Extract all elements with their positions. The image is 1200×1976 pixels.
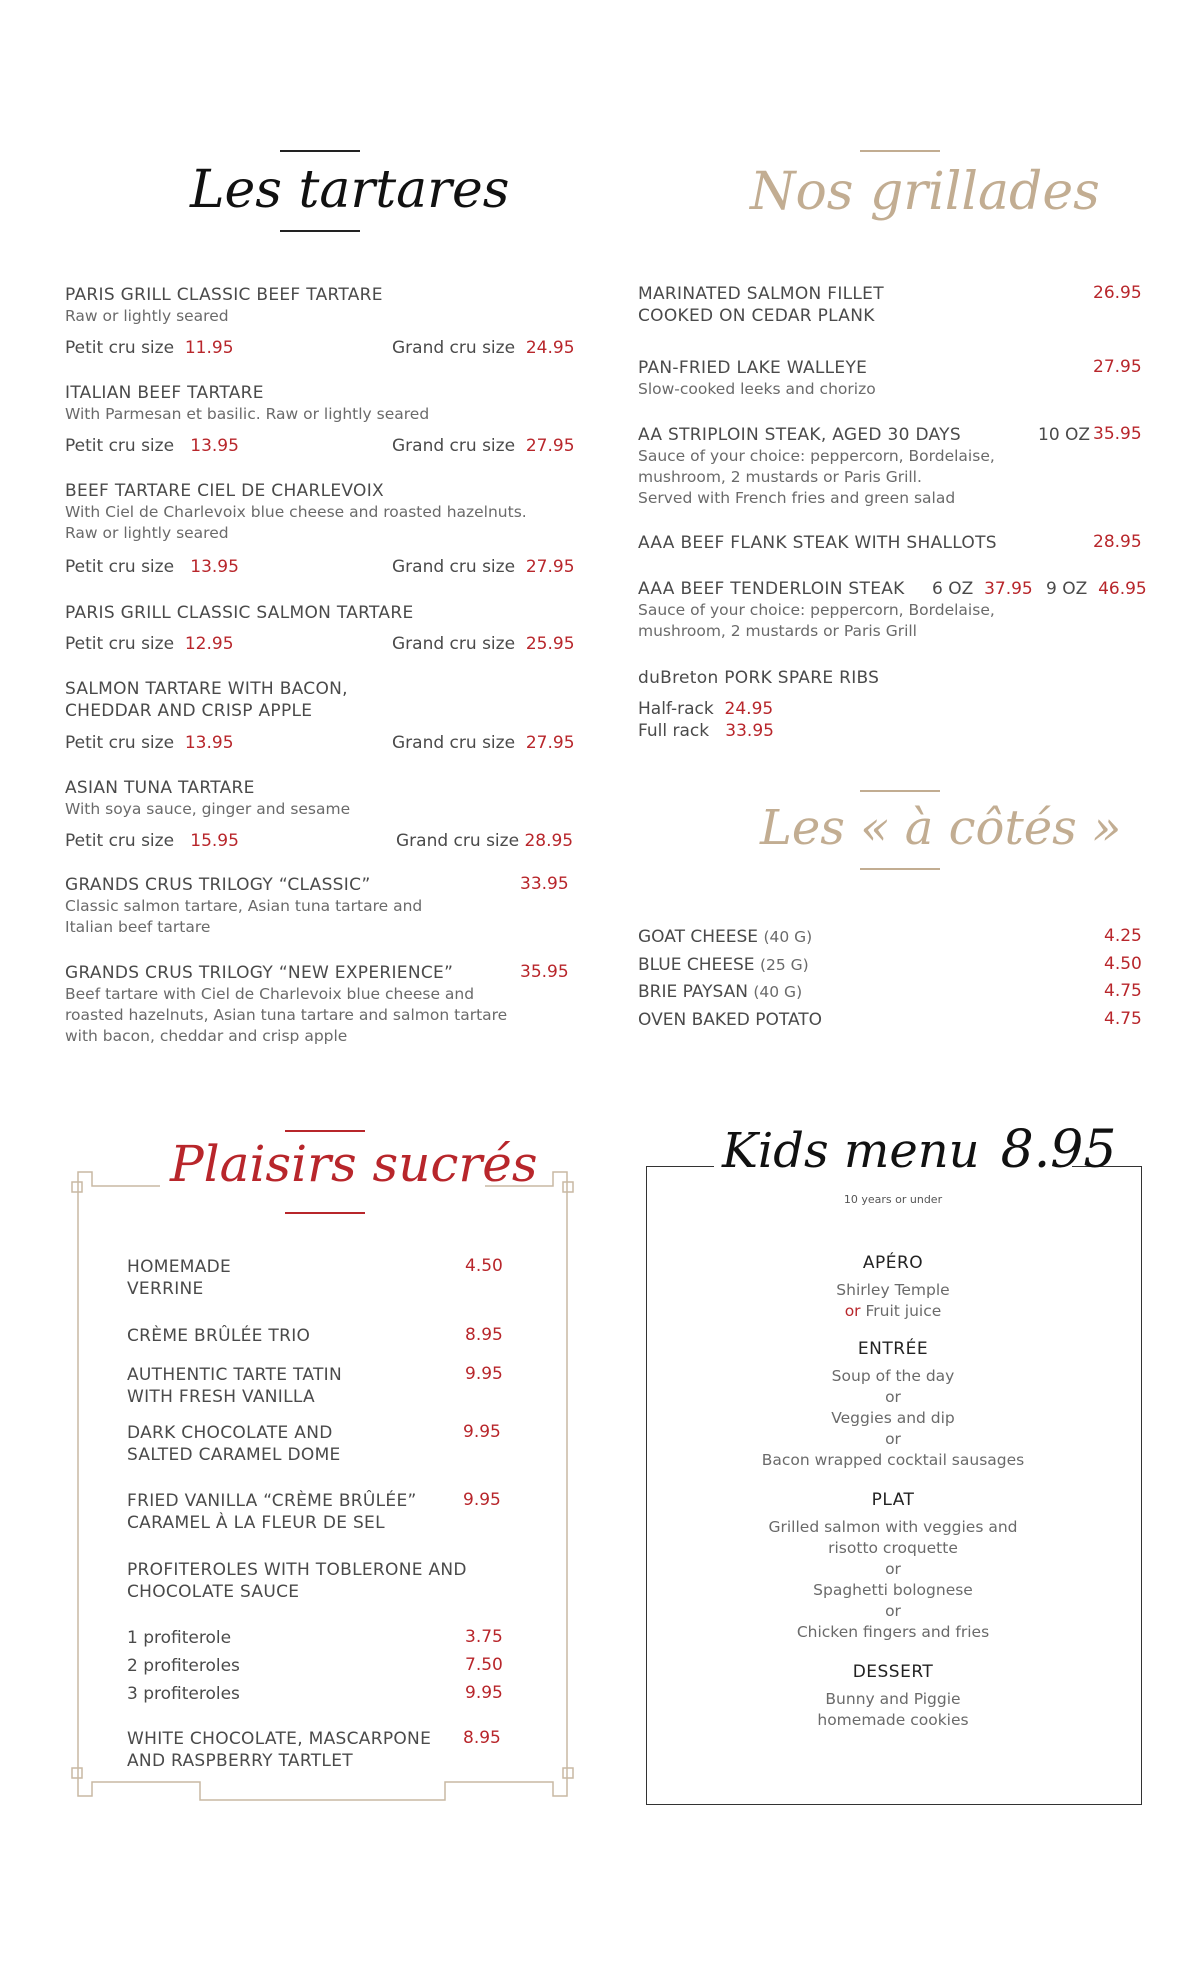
grill-ribs-name: duBreton PORK SPARE RIBS: [638, 668, 880, 688]
item-desc: Italian beef tartare: [65, 918, 211, 936]
grill-walleye: [638, 357, 1058, 400]
kids-plat-a: Grilled salmon with veggies and: [768, 1518, 1018, 1536]
dessert-item-4-price: 9.95: [463, 1422, 501, 1442]
dessert-item-5: FRIED VANILLA “CRÈME BRÛLÉE” CARAMEL À LA FLEUR DE SEL: [127, 1491, 417, 1533]
kids-plat-a2: risotto croquette: [828, 1539, 958, 1557]
dessert-item-2-price: 8.95: [465, 1325, 503, 1345]
tartares-heading: Les tartares: [190, 160, 510, 220]
tartare-item-2-petit: Petit cru size 13.95: [65, 436, 239, 456]
tartare-item-1-petit: Petit cru size 11.95: [65, 338, 234, 358]
tartares-top-rule: [280, 150, 360, 152]
profiterole-opt-2: 2 profiteroles: [127, 1656, 240, 1676]
item-desc: Raw or lightly seared: [65, 307, 229, 325]
cote-item-1-price: 4.25: [1104, 926, 1142, 946]
tartare-item-5-grand: Grand cru size 27.95: [392, 733, 575, 753]
item-name: ASIAN TUNA TARTARE: [65, 778, 255, 798]
item-desc: with bacon, cheddar and crisp apple: [65, 1027, 348, 1045]
tartare-item-5: [65, 678, 585, 722]
item-name: CHEDDAR AND CRISP APPLE: [65, 701, 313, 721]
cotes-top-rule: [860, 790, 940, 792]
cote-item-2-price: 4.50: [1104, 954, 1142, 974]
item-desc: Raw or lightly seared: [65, 524, 229, 542]
cote-item-4: OVEN BAKED POTATO: [638, 1010, 823, 1030]
tartare-item-4-grand: Grand cru size 25.95: [392, 634, 575, 654]
grill-flank-name: AAA BEEF FLANK STEAK WITH SHALLOTS: [638, 533, 997, 553]
grill-tenderloin-size2: 9 OZ 46.95: [1046, 579, 1147, 599]
grillades-top-rule: [860, 150, 940, 152]
item-desc: Sauce of your choice: peppercorn, Bordelaise,: [638, 447, 995, 465]
kids-entree-a: Soup of the day: [831, 1367, 955, 1385]
item-name: AAA BEEF TENDERLOIN STEAK: [638, 579, 905, 599]
grill-walleye-price: 27.95: [1093, 357, 1142, 377]
tartare-item-5-petit: Petit cru size 13.95: [65, 733, 234, 753]
item-name: GRANDS CRUS TRILOGY “CLASSIC”: [65, 875, 371, 895]
item-name: PARIS GRILL CLASSIC BEEF TARTARE: [65, 285, 383, 305]
cotes-bottom-rule: [860, 868, 940, 870]
item-name: BEEF TARTARE CIEL DE CHARLEVOIX: [65, 481, 384, 501]
dessert-item-1: HOMEMADE VERRINE: [127, 1257, 232, 1299]
kids-heading-title: Kids menu: [722, 1123, 980, 1179]
cotes-heading: Les « à côtés »: [760, 800, 1122, 856]
profiterole-opt-3: 3 profiteroles: [127, 1684, 240, 1704]
desserts-bottom-rule: [285, 1212, 365, 1214]
trilogy-classic-price: 33.95: [520, 874, 569, 894]
tartares-bottom-rule: [280, 230, 360, 232]
item-name: COOKED ON CEDAR PLANK: [638, 306, 875, 326]
item-desc: Classic salmon tartare, Asian tuna tartare and: [65, 897, 423, 915]
kids-dessert-a: Bunny and Piggie: [825, 1690, 961, 1708]
cote-item-4-price: 4.75: [1104, 1009, 1142, 1029]
kids-subtitle: 10 years or under: [843, 1193, 943, 1206]
cote-item-3-price: 4.75: [1104, 981, 1142, 1001]
grill-salmon: [638, 283, 1058, 327]
item-desc: With Ciel de Charlevoix blue cheese and roasted hazelnuts.: [65, 503, 527, 521]
trilogy-new: [65, 962, 585, 1047]
dessert-item-3: AUTHENTIC TARTE TATIN WITH FRESH VANILLA: [127, 1365, 342, 1407]
profiterole-opt-1: 1 profiterole: [127, 1628, 232, 1648]
item-desc: With soya sauce, ginger and sesame: [65, 800, 351, 818]
desserts-heading: Plaisirs sucrés: [170, 1135, 538, 1193]
kids-entree-or-1: or: [885, 1388, 901, 1406]
cote-item-1: GOAT CHEESE (40 G): [638, 927, 813, 947]
tartare-item-6-petit: Petit cru size 15.95: [65, 831, 239, 851]
item-desc: Beef tartare with Ciel de Charlevoix blue cheese and: [65, 985, 475, 1003]
dessert-tartlet: WHITE CHOCOLATE, MASCARPONE AND RASPBERRY TARTLET: [127, 1729, 432, 1771]
kids-entree-c: Bacon wrapped cocktail sausages: [761, 1451, 1025, 1469]
item-desc: mushroom, 2 mustards or Paris Grill: [638, 622, 917, 640]
kids-plat-b: Spaghetti bolognese: [813, 1581, 973, 1599]
dessert-item-5-price: 9.95: [463, 1490, 501, 1510]
dessert-item-3-price: 9.95: [465, 1364, 503, 1384]
kids-dessert-title: DESSERT: [852, 1662, 934, 1682]
kids-plat-or-2: or: [885, 1602, 901, 1620]
dessert-item-4: DARK CHOCOLATE AND SALTED CARAMEL DOME: [127, 1423, 341, 1465]
kids-plat-title: PLAT: [871, 1490, 915, 1510]
cote-item-3: BRIE PAYSAN (40 G): [638, 982, 803, 1002]
tartare-item-3-grand: Grand cru size 27.95: [392, 557, 575, 577]
kids-frame-top-left: [646, 1166, 714, 1167]
tartare-item-1: [65, 284, 565, 327]
item-desc: roasted hazelnuts, Asian tuna tartare and salmon tartare: [65, 1006, 508, 1024]
item-name: AA STRIPLOIN STEAK, AGED 30 DAYS: [638, 425, 961, 445]
kids-entree-b: Veggies and dip: [831, 1409, 955, 1427]
item-name: SALMON TARTARE WITH BACON,: [65, 679, 348, 699]
tartare-item-3: [65, 480, 585, 544]
tartare-item-2: [65, 382, 585, 425]
grill-striploin-price: 35.95: [1093, 424, 1142, 444]
grill-ribs-full: Full rack 33.95: [638, 721, 774, 741]
grill-tenderloin-size1: 6 OZ 37.95: [932, 579, 1033, 599]
tartare-item-2-grand: Grand cru size 27.95: [392, 436, 575, 456]
dessert-item-1-price: 4.50: [465, 1256, 503, 1276]
tartare-item-3-petit: Petit cru size 13.95: [65, 557, 239, 577]
tartare-item-4-petit: Petit cru size 12.95: [65, 634, 234, 654]
kids-dessert-a2: homemade cookies: [817, 1711, 969, 1729]
desserts-top-rule: [285, 1130, 365, 1132]
kids-heading: [722, 1120, 1117, 1180]
grillades-heading: Nos grillades: [750, 162, 1100, 222]
item-name: GRANDS CRUS TRILOGY “NEW EXPERIENCE”: [65, 963, 454, 983]
dessert-tartlet-price: 8.95: [463, 1728, 501, 1748]
item-desc: Sauce of your choice: peppercorn, Bordelaise,: [638, 601, 995, 619]
trilogy-new-price: 35.95: [520, 962, 569, 982]
item-name: MARINATED SALMON FILLET: [638, 284, 884, 304]
profiterole-opt-3-price: 9.95: [465, 1683, 503, 1703]
item-desc: Served with French fries and green salad: [638, 489, 956, 507]
trilogy-classic: [65, 874, 565, 938]
kids-plat-c: Chicken fingers and fries: [796, 1623, 990, 1641]
profiterole-opt-1-price: 3.75: [465, 1627, 503, 1647]
item-name: PAN-FRIED LAKE WALLEYE: [638, 358, 868, 378]
grill-salmon-price: 26.95: [1093, 283, 1142, 303]
item-desc: Slow-cooked leeks and chorizo: [638, 380, 876, 398]
kids-apero-title: APÉRO: [862, 1253, 924, 1273]
kids-heading-price: 8.95: [1000, 1120, 1117, 1180]
tartare-item-6: [65, 777, 585, 820]
tartare-item-4-name: PARIS GRILL CLASSIC SALMON TARTARE: [65, 603, 414, 623]
kids-apero-a: Shirley Temple: [836, 1281, 950, 1299]
kids-plat-or-1: or: [885, 1560, 901, 1578]
tartare-item-1-grand: Grand cru size 24.95: [392, 338, 575, 358]
profiterole-opt-2-price: 7.50: [465, 1655, 503, 1675]
kids-entree-or-2: or: [885, 1430, 901, 1448]
kids-entree-title: ENTRÉE: [857, 1339, 929, 1359]
kids-apero-b-line: or Fruit juice: [844, 1302, 942, 1320]
grill-striploin: [638, 424, 1058, 509]
item-desc: With Parmesan et basilic. Raw or lightly seared: [65, 405, 430, 423]
item-desc: mushroom, 2 mustards or Paris Grill.: [638, 468, 922, 486]
grill-striploin-size: 10 OZ: [1038, 425, 1091, 445]
profiteroles-name: PROFITEROLES WITH TOBLERONE AND CHOCOLATE SAUCE: [127, 1560, 467, 1602]
grill-ribs-half: Half-rack 24.95: [638, 699, 774, 719]
tartare-item-6-grand: Grand cru size 28.95: [396, 831, 574, 851]
cote-item-2: BLUE CHEESE (25 G): [638, 955, 809, 975]
grill-flank-price: 28.95: [1093, 532, 1142, 552]
dessert-item-2: CRÈME BRÛLÉE TRIO: [127, 1326, 311, 1346]
item-name: ITALIAN BEEF TARTARE: [65, 383, 264, 403]
kids-content: [646, 1252, 1140, 1731]
